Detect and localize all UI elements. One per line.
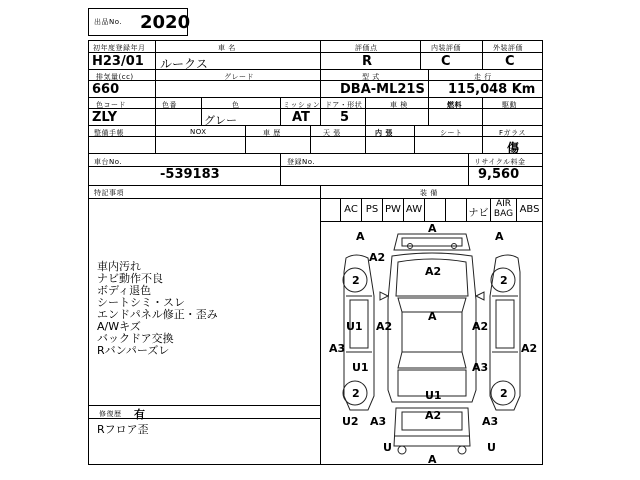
damage-mark: 2 (500, 387, 508, 400)
damage-mark: U1 (346, 320, 363, 333)
damage-mark: A (495, 230, 504, 243)
damage-mark: A (428, 310, 437, 323)
damage-mark: A3 (472, 361, 489, 374)
doors-value: 5 (340, 110, 350, 125)
equip-aw: AW (405, 204, 423, 215)
note-item: ナビ動作不良 (97, 272, 163, 285)
damage-mark: 2 (352, 274, 360, 287)
damage-mark: A2 (425, 265, 442, 278)
ext-score-label: 外装評価 (493, 44, 523, 52)
sunroof-label: 天 張 (323, 129, 341, 137)
damage-mark: 2 (500, 274, 508, 287)
ext-score-value: C (505, 54, 515, 69)
note-item: バックドア交換 (97, 332, 174, 345)
note-item: 車内汚れ (97, 260, 141, 273)
damage-mark: A2 (425, 409, 442, 422)
color-code-label: 色コード (96, 101, 126, 109)
damage-mark: A3 (370, 415, 387, 428)
notes-label: 特記事項 (94, 189, 124, 197)
inspection-label: 車 検 (390, 101, 408, 109)
doors-label: ドア・形状 (325, 101, 363, 109)
damage-mark: U (383, 441, 392, 454)
reg-date-value: H23/01 (92, 54, 144, 69)
mission-value: AT (292, 110, 310, 125)
interior-label: 内 張 (375, 129, 393, 137)
damage-mark: A2 (472, 320, 489, 333)
equip-navi: ナビ (468, 208, 489, 219)
equip-ac: AC (344, 204, 358, 215)
damage-mark: A2 (521, 342, 538, 355)
model-value: DBA-ML21S (340, 82, 425, 97)
color-value: グレー (204, 114, 237, 127)
drive-label: 駆動 (502, 101, 517, 109)
color-label: 色 (232, 101, 240, 109)
equipment-label: 装 備 (420, 189, 438, 197)
score-value: R (362, 54, 373, 69)
displacement-label: 排気量(cc) (96, 73, 134, 81)
mileage-value: 115,048 Km (448, 82, 536, 97)
note-item: シートシミ・スレ (97, 296, 185, 309)
damage-mark: A (428, 453, 437, 466)
displacement-value: 660 (92, 82, 120, 97)
nox-label: NOX (190, 128, 207, 136)
note-item: A/Wキズ (97, 320, 141, 333)
equip-abs: ABS (519, 204, 540, 215)
note-item: ボディ退色 (97, 284, 152, 297)
equip-ps: PS (365, 204, 379, 215)
mission-label: ミッション (283, 101, 321, 109)
damage-mark: A3 (482, 415, 499, 428)
color-no-label: 色番 (162, 101, 177, 109)
fglass-label: Fガラス (499, 129, 526, 137)
repair-note: Rフロア歪 (97, 423, 149, 436)
damage-mark: U2 (342, 415, 359, 428)
lot-number: 2020 (140, 12, 191, 33)
recycle-value: 9,560 (478, 167, 520, 182)
recycle-label: リサイクル料金 (474, 158, 526, 166)
reg-no-label: 登録No. (287, 158, 316, 166)
fuel-label: 燃料 (447, 101, 462, 109)
lot-label: 出品No. (94, 18, 123, 26)
car-name-label: 車 名 (218, 44, 236, 52)
int-score-label: 内装評価 (431, 44, 461, 52)
note-item: Rバンパーズレ (97, 344, 170, 357)
equip-airbag: AIR BAG (493, 199, 514, 219)
damage-mark: U1 (352, 361, 369, 374)
repair-value: 有 (134, 408, 145, 421)
damage-mark: A2 (369, 251, 386, 264)
damage-mark: A2 (376, 320, 393, 333)
damage-mark: U (487, 441, 496, 454)
grade-label: グレード (224, 73, 254, 81)
damage-mark: A (428, 222, 437, 235)
equip-pw: PW (385, 204, 401, 215)
seat-label: シート (440, 129, 463, 137)
reg-date-label: 初年度登録年月 (93, 44, 146, 52)
mileage-label: 走 行 (474, 73, 492, 81)
damage-mark: A (356, 230, 365, 243)
note-item: エンドパネル修正・歪み (97, 308, 218, 321)
repair-label: 修復歴 (99, 410, 122, 418)
chassis-no-value: -539183 (160, 167, 220, 182)
car-name-value: ルークス (160, 57, 208, 71)
damage-mark: U1 (425, 389, 442, 402)
history-label: 車 歴 (263, 129, 281, 137)
damage-mark: A3 (329, 342, 346, 355)
fglass-value: 傷 (507, 141, 520, 155)
manual-label: 整備手帳 (94, 129, 124, 137)
damage-mark: 2 (352, 387, 360, 400)
color-code-value: ZLY (92, 110, 118, 125)
model-label: 型 式 (362, 73, 380, 81)
chassis-no-label: 車台No. (94, 158, 123, 166)
score-label: 評価点 (355, 44, 378, 52)
int-score-value: C (441, 54, 451, 69)
